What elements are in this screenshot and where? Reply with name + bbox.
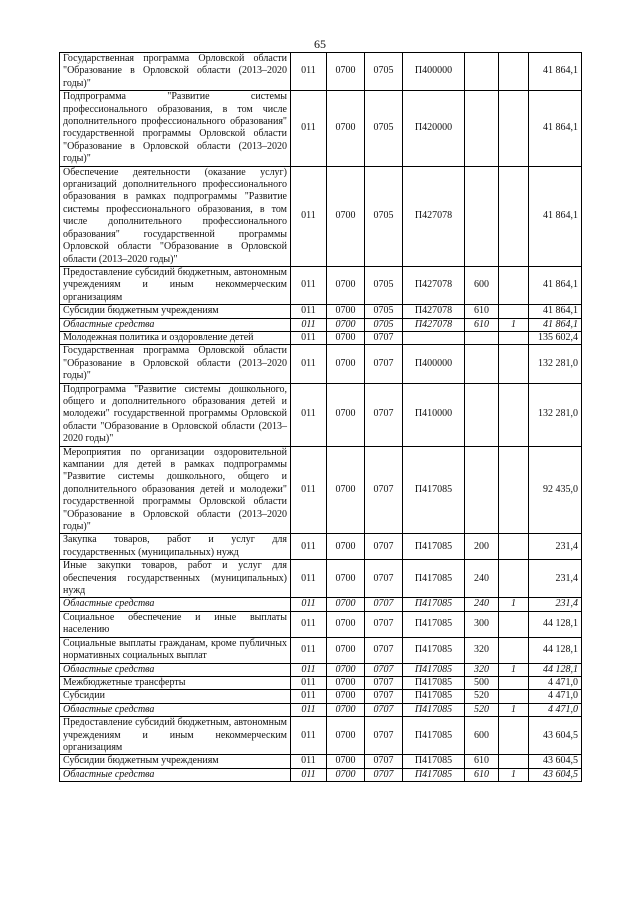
row-gr-code: 011 (291, 91, 327, 166)
row-rz-code: 0700 (327, 446, 365, 534)
row-ko-code (499, 560, 529, 598)
row-name: Межбюджетные трансферты (60, 676, 291, 689)
row-gr-code: 011 (291, 676, 327, 689)
row-pr-code: 0705 (365, 305, 403, 318)
row-csr-code: П417085 (403, 611, 465, 637)
row-name: Социальные выплаты гражданам, кроме публичных нормативных социальных выплат (60, 637, 291, 663)
row-csr-code: П417085 (403, 676, 465, 689)
row-name: Субсидии бюджетным учреждениям (60, 305, 291, 318)
row-ko-code (499, 534, 529, 560)
row-pr-code: 0705 (365, 91, 403, 166)
table-row (60, 690, 582, 703)
row-amount: 132 281,0 (529, 345, 582, 383)
row-rz-code: 0700 (327, 690, 365, 703)
row-rz-code: 0700 (327, 768, 365, 781)
table-row (60, 534, 582, 560)
row-amount: 41 864,1 (529, 266, 582, 304)
row-amount: 41 864,1 (529, 91, 582, 166)
row-vr-code: 610 (465, 305, 499, 318)
row-name: Областные средства (60, 663, 291, 676)
table-row (60, 383, 582, 446)
row-ko-code (499, 166, 529, 266)
row-gr-code: 011 (291, 446, 327, 534)
row-pr-code: 0707 (365, 637, 403, 663)
row-vr-code: 610 (465, 768, 499, 781)
row-csr-code: П417085 (403, 446, 465, 534)
budget-table (59, 52, 582, 782)
row-name: Обеспечение деятельности (оказание услуг) организаций дополнительного профессионального образования в рамках подпрограммы "Развитие системы профессионального образования, в том числе дополнительного профессионального образования" государственной программы Орловской области "Образование в Орловской области (2013–2020 годы)" (60, 166, 291, 266)
row-rz-code: 0700 (327, 345, 365, 383)
row-pr-code: 0707 (365, 331, 403, 344)
row-csr-code: П417085 (403, 755, 465, 768)
row-gr-code: 011 (291, 755, 327, 768)
row-ko-code: 1 (499, 598, 529, 611)
row-name: Областные средства (60, 703, 291, 716)
row-ko-code (499, 53, 529, 91)
row-ko-code (499, 331, 529, 344)
row-name: Областные средства (60, 768, 291, 781)
row-amount: 43 604,5 (529, 717, 582, 755)
row-gr-code: 011 (291, 305, 327, 318)
row-gr-code: 011 (291, 717, 327, 755)
row-amount: 4 471,0 (529, 690, 582, 703)
row-pr-code: 0707 (365, 383, 403, 446)
row-csr-code: П410000 (403, 383, 465, 446)
row-rz-code: 0700 (327, 166, 365, 266)
row-ko-code: 1 (499, 663, 529, 676)
row-csr-code: П417085 (403, 637, 465, 663)
row-amount: 44 128,1 (529, 637, 582, 663)
row-ko-code (499, 266, 529, 304)
row-rz-code: 0700 (327, 534, 365, 560)
row-rz-code: 0700 (327, 598, 365, 611)
row-gr-code: 011 (291, 53, 327, 91)
row-rz-code: 0700 (327, 611, 365, 637)
row-amount: 41 864,1 (529, 318, 582, 331)
row-vr-code: 520 (465, 703, 499, 716)
row-name: Социальное обеспечение и иные выплаты населению (60, 611, 291, 637)
row-pr-code: 0707 (365, 345, 403, 383)
row-name: Предоставление субсидий бюджетным, автономным учреждениям и иным некоммерческим организациям (60, 717, 291, 755)
row-csr-code: П417085 (403, 560, 465, 598)
row-pr-code: 0707 (365, 560, 403, 598)
table-row (60, 166, 582, 266)
row-ko-code: 1 (499, 703, 529, 716)
row-gr-code: 011 (291, 318, 327, 331)
row-csr-code: П420000 (403, 91, 465, 166)
row-name: Государственная программа Орловской области "Образование в Орловской области (2013–2020 годы)" (60, 53, 291, 91)
row-pr-code: 0707 (365, 663, 403, 676)
row-amount: 135 602,4 (529, 331, 582, 344)
row-ko-code (499, 611, 529, 637)
row-pr-code: 0705 (365, 166, 403, 266)
row-gr-code: 011 (291, 690, 327, 703)
row-name: Субсидии бюджетным учреждениям (60, 755, 291, 768)
row-gr-code: 011 (291, 611, 327, 637)
row-pr-code: 0707 (365, 703, 403, 716)
row-csr-code: П417085 (403, 690, 465, 703)
row-csr-code: П400000 (403, 53, 465, 91)
row-ko-code (499, 690, 529, 703)
row-gr-code: 011 (291, 703, 327, 716)
row-csr-code: П427078 (403, 305, 465, 318)
row-csr-code: П427078 (403, 166, 465, 266)
row-rz-code: 0700 (327, 318, 365, 331)
table-row (60, 345, 582, 383)
row-rz-code: 0700 (327, 663, 365, 676)
row-gr-code: 011 (291, 266, 327, 304)
row-vr-code: 320 (465, 637, 499, 663)
row-csr-code: П427078 (403, 266, 465, 304)
row-name: Иные закупки товаров, работ и услуг для обеспечения государственных (муниципальных) нужд (60, 560, 291, 598)
row-rz-code: 0700 (327, 305, 365, 318)
row-name: Предоставление субсидий бюджетным, автономным учреждениям и иным некоммерческим организациям (60, 266, 291, 304)
row-rz-code: 0700 (327, 53, 365, 91)
table-row (60, 676, 582, 689)
table-row (60, 717, 582, 755)
row-csr-code: П417085 (403, 534, 465, 560)
row-vr-code (465, 331, 499, 344)
table-row (60, 637, 582, 663)
row-csr-code: П417085 (403, 717, 465, 755)
row-rz-code: 0700 (327, 266, 365, 304)
row-ko-code (499, 446, 529, 534)
row-pr-code: 0707 (365, 717, 403, 755)
row-amount: 43 604,5 (529, 755, 582, 768)
row-amount: 92 435,0 (529, 446, 582, 534)
table-row (60, 768, 582, 781)
row-vr-code (465, 91, 499, 166)
row-amount: 41 864,1 (529, 53, 582, 91)
row-pr-code: 0705 (365, 266, 403, 304)
table-row (60, 560, 582, 598)
row-csr-code: П427078 (403, 318, 465, 331)
row-ko-code (499, 383, 529, 446)
row-rz-code: 0700 (327, 331, 365, 344)
row-vr-code (465, 446, 499, 534)
table-row (60, 331, 582, 344)
row-ko-code (499, 345, 529, 383)
row-amount: 231,4 (529, 534, 582, 560)
row-ko-code (499, 637, 529, 663)
row-name: Областные средства (60, 598, 291, 611)
row-name: Областные средства (60, 318, 291, 331)
row-vr-code: 200 (465, 534, 499, 560)
row-amount: 44 128,1 (529, 663, 582, 676)
table-row (60, 663, 582, 676)
row-rz-code: 0700 (327, 637, 365, 663)
row-rz-code: 0700 (327, 703, 365, 716)
row-amount: 4 471,0 (529, 676, 582, 689)
row-amount: 132 281,0 (529, 383, 582, 446)
table-row (60, 53, 582, 91)
row-csr-code: П417085 (403, 703, 465, 716)
row-amount: 4 471,0 (529, 703, 582, 716)
table-row (60, 703, 582, 716)
row-gr-code: 011 (291, 534, 327, 560)
row-csr-code: П417085 (403, 598, 465, 611)
row-gr-code: 011 (291, 166, 327, 266)
row-gr-code: 011 (291, 768, 327, 781)
table-row (60, 446, 582, 534)
row-vr-code: 610 (465, 755, 499, 768)
row-amount: 41 864,1 (529, 166, 582, 266)
row-name: Подпрограмма "Развитие системы дошкольного, общего и дополнительного образования детей и молодежи" государственной программы Орловской области "Образование в Орловской области (2013–2020 годы)" (60, 383, 291, 446)
row-pr-code: 0707 (365, 611, 403, 637)
row-csr-code: П417085 (403, 768, 465, 781)
table-row (60, 305, 582, 318)
row-vr-code (465, 53, 499, 91)
row-ko-code (499, 91, 529, 166)
row-vr-code (465, 345, 499, 383)
row-vr-code: 610 (465, 318, 499, 331)
row-rz-code: 0700 (327, 717, 365, 755)
row-gr-code: 011 (291, 331, 327, 344)
row-name: Молодежная политика и оздоровление детей (60, 331, 291, 344)
page-number: 65 (314, 37, 326, 51)
row-ko-code (499, 676, 529, 689)
row-name: Государственная программа Орловской области "Образование в Орловской области (2013–2020 годы)" (60, 345, 291, 383)
row-name: Закупка товаров, работ и услуг для государственных (муниципальных) нужд (60, 534, 291, 560)
row-gr-code: 011 (291, 637, 327, 663)
row-csr-code (403, 331, 465, 344)
table-row (60, 598, 582, 611)
row-ko-code (499, 717, 529, 755)
row-pr-code: 0707 (365, 755, 403, 768)
row-vr-code: 500 (465, 676, 499, 689)
row-rz-code: 0700 (327, 91, 365, 166)
row-pr-code: 0705 (365, 53, 403, 91)
row-ko-code (499, 305, 529, 318)
row-pr-code: 0707 (365, 446, 403, 534)
row-vr-code (465, 166, 499, 266)
row-vr-code: 240 (465, 560, 499, 598)
row-ko-code: 1 (499, 768, 529, 781)
row-rz-code: 0700 (327, 676, 365, 689)
row-gr-code: 011 (291, 345, 327, 383)
row-rz-code: 0700 (327, 755, 365, 768)
row-vr-code: 320 (465, 663, 499, 676)
row-amount: 43 604,5 (529, 768, 582, 781)
table-row (60, 755, 582, 768)
row-pr-code: 0707 (365, 598, 403, 611)
row-gr-code: 011 (291, 598, 327, 611)
row-gr-code: 011 (291, 663, 327, 676)
row-pr-code: 0707 (365, 534, 403, 560)
row-csr-code: П417085 (403, 663, 465, 676)
row-amount: 231,4 (529, 560, 582, 598)
row-rz-code: 0700 (327, 383, 365, 446)
row-vr-code: 600 (465, 266, 499, 304)
row-pr-code: 0707 (365, 676, 403, 689)
row-ko-code: 1 (499, 318, 529, 331)
row-csr-code: П400000 (403, 345, 465, 383)
row-amount: 231,4 (529, 598, 582, 611)
row-ko-code (499, 755, 529, 768)
row-gr-code: 011 (291, 383, 327, 446)
row-pr-code: 0707 (365, 768, 403, 781)
row-pr-code: 0707 (365, 690, 403, 703)
table-row (60, 611, 582, 637)
row-amount: 44 128,1 (529, 611, 582, 637)
row-pr-code: 0705 (365, 318, 403, 331)
table-row (60, 91, 582, 166)
row-rz-code: 0700 (327, 560, 365, 598)
row-gr-code: 011 (291, 560, 327, 598)
row-vr-code: 240 (465, 598, 499, 611)
row-vr-code: 520 (465, 690, 499, 703)
row-name: Подпрограмма "Развитие системы профессионального образования, в том числе дополнительного профессионального образования" государственной программы Орловской области "Образование в Орловской области (2013–2020 годы)" (60, 91, 291, 166)
row-vr-code: 300 (465, 611, 499, 637)
row-name: Мероприятия по организации оздоровительной кампании для детей в рамках подпрограммы "Развитие системы дошкольного, общего и дополнительного образования детей и молодежи" государственной программы Орловской области "Образование в Орловской области (2013–2020 годы)" (60, 446, 291, 534)
row-vr-code (465, 383, 499, 446)
row-amount: 41 864,1 (529, 305, 582, 318)
table-row (60, 318, 582, 331)
table-row (60, 266, 582, 304)
row-name: Субсидии (60, 690, 291, 703)
row-vr-code: 600 (465, 717, 499, 755)
